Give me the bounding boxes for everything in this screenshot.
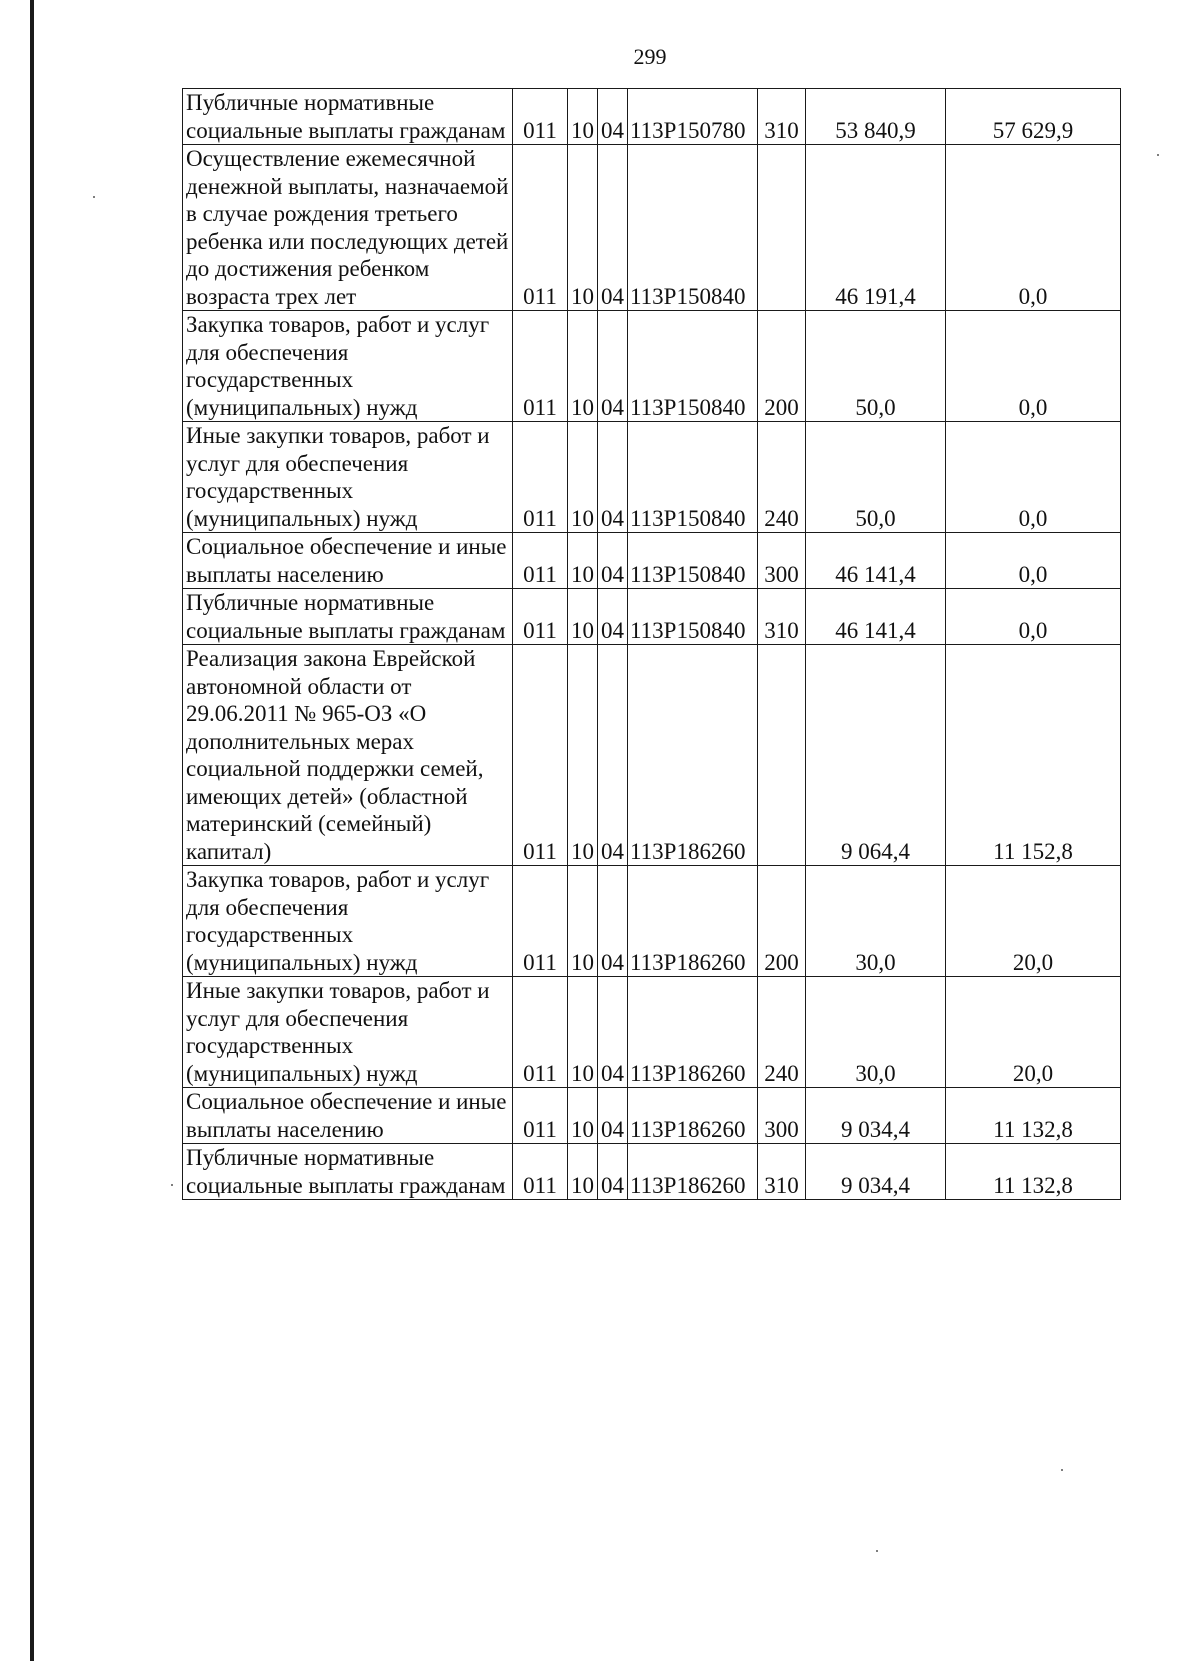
page-number: 299 [633,44,667,69]
table-row [183,1144,1121,1200]
cell-sum-2: 0,0 [946,311,1121,422]
cell-pr: 04 [598,589,628,645]
table-row [183,89,1121,145]
cell-vr [758,145,806,311]
cell-ved: 011 [513,1088,568,1144]
cell-csr: 113P186260 [628,1088,758,1144]
cell-ved: 011 [513,866,568,977]
cell-vr: 310 [758,1144,806,1200]
cell-ved: 011 [513,89,568,145]
cell-sum-2: 0,0 [946,589,1121,645]
cell-name: Иные закупки товаров, работ и услуг для обеспечения государственных (муниципальных) нужд [183,422,513,533]
cell-vr: 300 [758,1088,806,1144]
cell-rz: 10 [568,1144,598,1200]
cell-vr: 200 [758,866,806,977]
cell-ved: 011 [513,311,568,422]
cell-vr: 240 [758,977,806,1088]
budget-table-body [183,89,1121,1200]
cell-ved: 011 [513,422,568,533]
cell-vr: 300 [758,533,806,589]
cell-csr: 113P150780 [628,89,758,145]
cell-vr: 310 [758,589,806,645]
scan-speck [1061,1469,1063,1471]
cell-pr: 04 [598,977,628,1088]
cell-pr: 04 [598,645,628,866]
cell-sum-1: 50,0 [806,311,946,422]
cell-ved: 011 [513,1144,568,1200]
cell-ved: 011 [513,533,568,589]
cell-rz: 10 [568,589,598,645]
cell-name: Иные закупки товаров, работ и услуг для обеспечения государственных (муниципальных) нужд [183,977,513,1088]
cell-name: Реализация закона Еврейской автономной области от 29.06.2011 № 965-ОЗ «О дополнительных мерах социальной поддержки семей, имеющих детей» (областной материнский (семейный) капитал) [183,645,513,866]
cell-sum-1: 30,0 [806,866,946,977]
cell-pr: 04 [598,89,628,145]
cell-rz: 10 [568,533,598,589]
cell-csr: 113P150840 [628,589,758,645]
cell-pr: 04 [598,1144,628,1200]
cell-pr: 04 [598,866,628,977]
cell-rz: 10 [568,645,598,866]
cell-csr: 113P186260 [628,866,758,977]
cell-csr: 113P150840 [628,533,758,589]
table-row [183,866,1121,977]
cell-csr: 113P186260 [628,645,758,866]
cell-rz: 10 [568,977,598,1088]
cell-sum-1: 46 141,4 [806,533,946,589]
cell-vr [758,645,806,866]
cell-sum-2: 20,0 [946,977,1121,1088]
cell-ved: 011 [513,145,568,311]
cell-sum-2: 20,0 [946,866,1121,977]
binding-margin-line [30,0,34,1661]
cell-pr: 04 [598,1088,628,1144]
cell-sum-1: 46 191,4 [806,145,946,311]
cell-name: Осуществление ежемесячной денежной выплаты, назначаемой в случае рождения третьего ребенка или последующих детей до достижения ребенком возраста трех лет [183,145,513,311]
cell-sum-1: 9 034,4 [806,1088,946,1144]
table-row [183,311,1121,422]
cell-ved: 011 [513,977,568,1088]
cell-vr: 200 [758,311,806,422]
cell-ved: 011 [513,645,568,866]
scan-speck [171,1184,173,1186]
cell-name: Социальное обеспечение и иные выплаты населению [183,1088,513,1144]
cell-rz: 10 [568,145,598,311]
cell-name: Закупка товаров, работ и услуг для обеспечения государственных (муниципальных) нужд [183,311,513,422]
cell-pr: 04 [598,145,628,311]
cell-rz: 10 [568,422,598,533]
cell-csr: 113P150840 [628,145,758,311]
cell-sum-2: 11 152,8 [946,645,1121,866]
cell-sum-1: 9 034,4 [806,1144,946,1200]
cell-pr: 04 [598,311,628,422]
cell-name: Публичные нормативные социальные выплаты гражданам [183,89,513,145]
cell-csr: 113P186260 [628,1144,758,1200]
cell-rz: 10 [568,1088,598,1144]
table-row [183,645,1121,866]
cell-csr: 113P150840 [628,422,758,533]
cell-vr: 240 [758,422,806,533]
cell-name: Публичные нормативные социальные выплаты гражданам [183,589,513,645]
table-row [183,145,1121,311]
cell-pr: 04 [598,422,628,533]
cell-csr: 113P150840 [628,311,758,422]
cell-vr: 310 [758,89,806,145]
scan-speck [93,196,95,198]
cell-rz: 10 [568,89,598,145]
cell-sum-2: 0,0 [946,145,1121,311]
cell-sum-2: 11 132,8 [946,1088,1121,1144]
cell-ved: 011 [513,589,568,645]
table-row [183,977,1121,1088]
cell-sum-1: 30,0 [806,977,946,1088]
cell-sum-1: 53 840,9 [806,89,946,145]
scan-speck [876,1550,878,1552]
scan-speck [1157,154,1159,156]
cell-pr: 04 [598,533,628,589]
cell-csr: 113P186260 [628,977,758,1088]
cell-sum-1: 9 064,4 [806,645,946,866]
cell-rz: 10 [568,311,598,422]
table-row [183,1088,1121,1144]
cell-sum-2: 0,0 [946,422,1121,533]
table-row [183,422,1121,533]
table-row [183,533,1121,589]
cell-rz: 10 [568,866,598,977]
table-row [183,589,1121,645]
cell-sum-2: 0,0 [946,533,1121,589]
cell-name: Закупка товаров, работ и услуг для обеспечения государственных (муниципальных) нужд [183,866,513,977]
cell-sum-1: 50,0 [806,422,946,533]
cell-sum-2: 11 132,8 [946,1144,1121,1200]
budget-table [182,88,1121,1200]
cell-name: Публичные нормативные социальные выплаты гражданам [183,1144,513,1200]
cell-sum-1: 46 141,4 [806,589,946,645]
cell-name: Социальное обеспечение и иные выплаты населению [183,533,513,589]
cell-sum-2: 57 629,9 [946,89,1121,145]
